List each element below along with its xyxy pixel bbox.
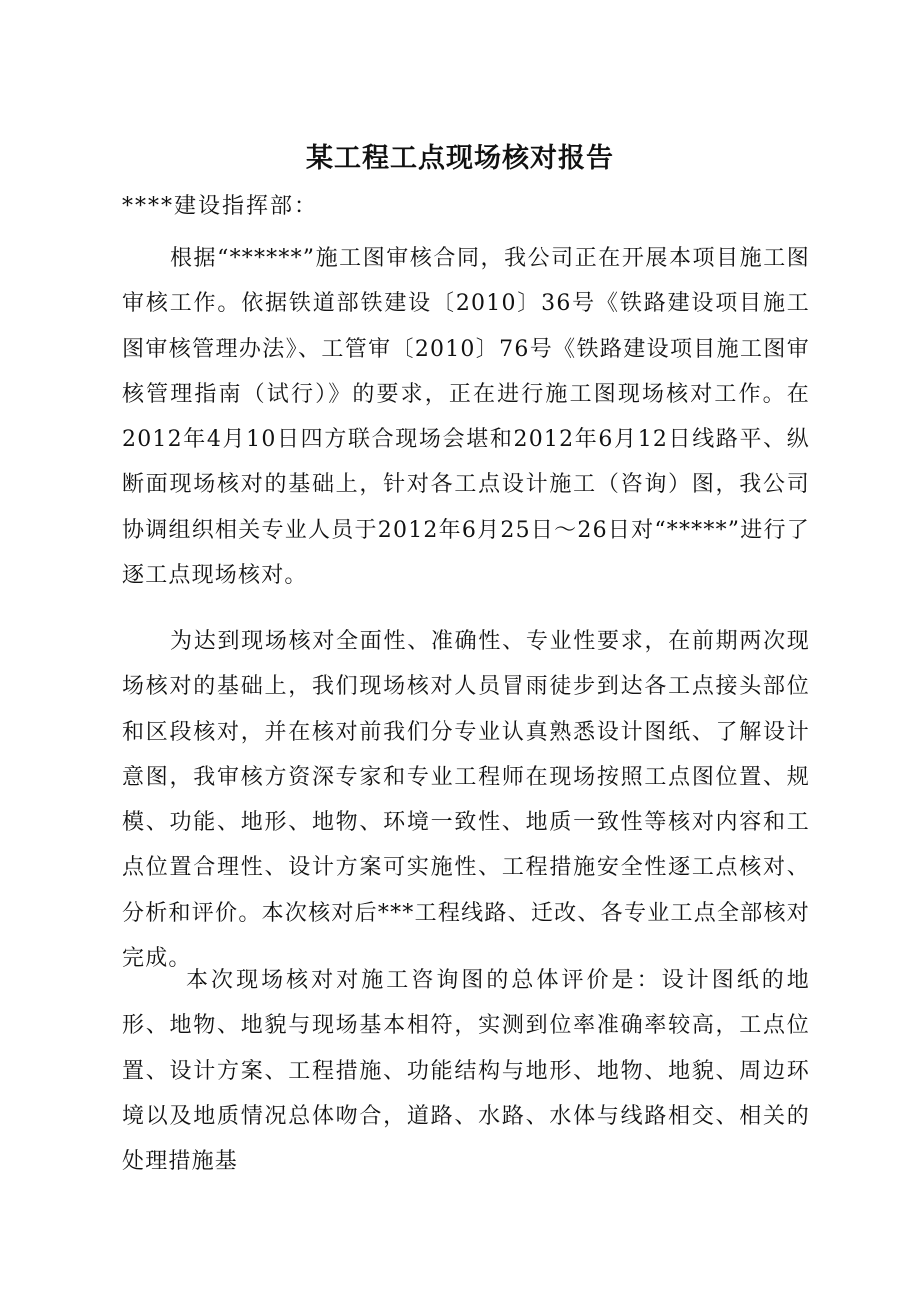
paragraph-3: 本次现场核对对施工咨询图的总体评价是：设计图纸的地形、地物、地貌与现场基本相符，实测到位率准确率较高，工点位置、设计方案、工程措施、功能结构与地形、地物、地貌、周边环境以及地质情况总体吻合，道路、水路、水体与线路相交、相关的处理措施基 (122, 968, 810, 1175)
salutation: ****建设指挥部： (122, 194, 319, 219)
paragraph-1: 根据“******”施工图审核合同，我公司正在开展本项目施工图审核工作。依据铁道部铁建设〔2010〕36号《铁路建设项目施工图审核管理办法》、工管审〔2010〕76号《铁路建设项目施工图审核管理指南（试行）》的要求，正在进行施工图现场核对工作。在2012年4月10日四方联合现场会堪和2012年6月12日线路平、纵断面现场核对的基础上，针对各工点设计施工（咨询）图，我公司协调组织相关专业人员于2012年6月25日～26日对“*****”进行了逐工点现场核对。 (122, 246, 810, 589)
page-title: 某工程工点现场核对报告 (306, 143, 614, 174)
paragraph-2: 为达到现场核对全面性、准确性、专业性要求，在前期两次现场核对的基础上，我们现场核对人员冒雨徒步到达各工点接头部位和区段核对，并在核对前我们分专业认真熟悉设计图纸、了解设计意图，我审核方资深专家和专业工程师在现场按照工点图位置、规模、功能、地形、地物、环境一致性、地质一致性等核对内容和工点位置合理性、设计方案可实施性、工程措施安全性逐工点核对、分析和评价。本次核对后***工程线路、迁改、各专业工点全部核对完成。 (122, 629, 810, 972)
